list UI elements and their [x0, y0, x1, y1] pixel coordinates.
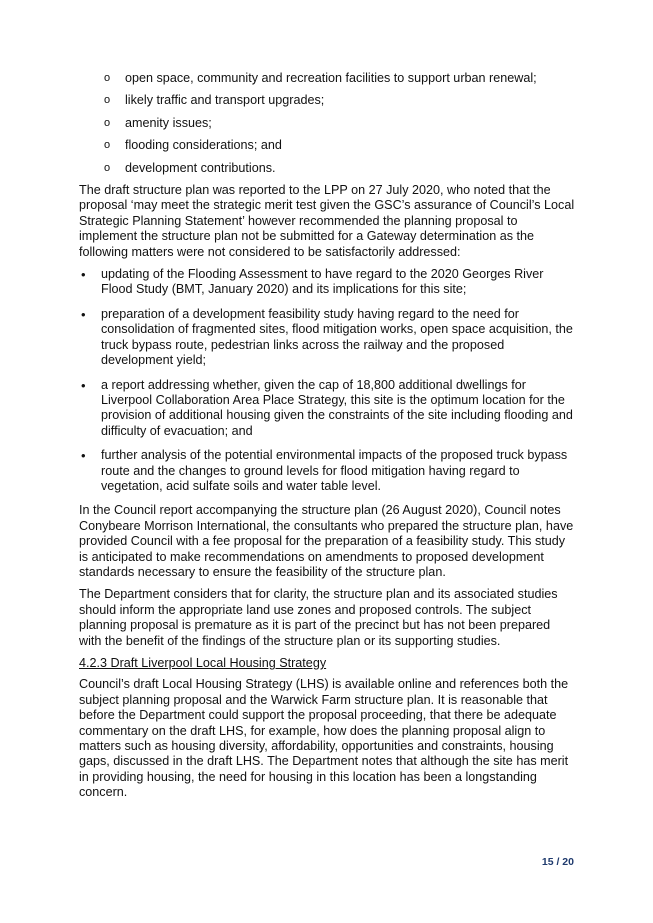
paragraph-lhs: Council’s draft Local Housing Strategy (LHS) is available online and references both the subject planning proposal and the Warwick Farm structure plan. It is reasonable that before the Department could support the proposal proceeding, that there be adequate commentary on the draft LHS, for example, how does the planning proposal align to matters such as housing diversity, affordability, opportunities and constraints, housing gaps, discussed in the draft LHS. The Department notes that although the site has merit in providing housing, the need for housing in this location has been a longstanding concern.: [79, 677, 569, 800]
bullet-marker: •: [81, 306, 86, 322]
bullet-item: [79, 267, 575, 298]
bullet-item-text: further analysis of the potential environmental impacts of the proposed truck bypass route and the changes to ground levels for flood mitigation having regard to vegetation, acid sulfate soils and water table level.: [101, 448, 568, 493]
paragraph-department-considers: The Department considers that for clarity, the structure plan and its associated studies should inform the appropriate land use zones and proposed controls. The subject planning proposal is premature as it is part of the precinct but has not been prepared with the benefit of the findings of the structure plan or its supporting studies.: [79, 587, 558, 648]
list-item-text: amenity issues;: [125, 115, 212, 130]
list-item: [79, 116, 575, 131]
paragraph-lpp-report: The draft structure plan was reported to the LPP on 27 July 2020, who noted that the proposal ‘may meet the strategic merit test given the GSC’s assurance of Council’s Local Strategic Planning Statement’ however recommended the planning proposal to implement the structure plan not be submitted for a Gateway determination as the following matters were not considered to be satisfactorily addressed:: [79, 183, 575, 259]
bullet-marker: •: [81, 448, 86, 464]
bullet-item-text: a report addressing whether, given the cap of 18,800 additional dwellings for Liverpool Collaboration Area Place Strategy, this site is the optimum location for the provision of additional housing given the constraints of the site including flooding and difficulty of evacuation; and: [101, 377, 573, 438]
bullet-item: [79, 378, 575, 440]
bullet-item: [79, 307, 575, 369]
list-item-text: development contributions.: [125, 160, 276, 175]
section-heading: 4.2.3 Draft Liverpool Local Housing Strategy: [79, 656, 327, 670]
list-item: [79, 71, 575, 86]
paragraph-council-report: In the Council report accompanying the structure plan (26 August 2020), Council notes Conybeare Morrison International, the consultants who prepared the structure plan, have provided Council with a fee proposal for the preparation of a feasibility study. This study is anticipated to make recommendations on amendments to proposed development standards necessary to ensure the feasibility of the structure plan.: [79, 503, 574, 579]
bullet-item-text: updating of the Flooding Assessment to have regard to the 2020 Georges River Flood Study (BMT, January 2020) and its implications for this site;: [101, 267, 544, 297]
list-marker: o: [104, 161, 111, 174]
list-item-text: open space, community and recreation facilities to support urban renewal;: [125, 71, 537, 85]
bullet-item: [79, 448, 575, 494]
list-item: [79, 138, 575, 153]
list-item-text: flooding considerations; and: [125, 138, 282, 153]
list-marker: o: [104, 139, 111, 152]
sub-list: [79, 71, 575, 176]
list-marker: o: [104, 116, 111, 129]
page-number: 15 / 20: [541, 856, 574, 868]
list-item-text: likely traffic and transport upgrades;: [125, 93, 325, 108]
list-marker: o: [104, 94, 111, 107]
bullet-marker: •: [81, 377, 86, 393]
bullet-list: [79, 267, 575, 494]
bullet-item-text: preparation of a development feasibility study having regard to the need for consolidation of fragmented sites, flood mitigation works, open space acquisition, the truck bypass route, pedestrian links across the railway and the proposed development yield;: [101, 306, 573, 368]
list-item: [79, 93, 575, 108]
list-marker: o: [104, 72, 111, 84]
bullet-marker: •: [81, 267, 86, 283]
list-item: [79, 161, 575, 176]
